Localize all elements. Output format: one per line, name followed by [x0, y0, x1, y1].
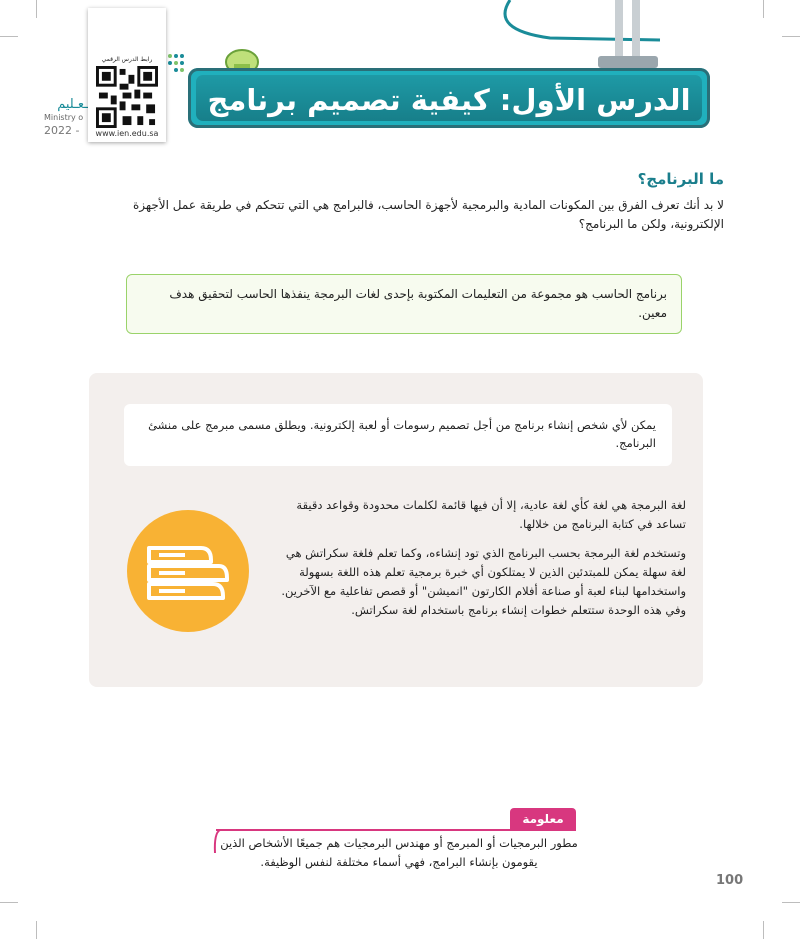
- body-paragraph-2: وتستخدم لغة البرمجة بحسب البرنامج الذي تود إنشاءه، وكما تعلم فلغة سكراتش هي لغة سهلة يمكن للمبتدئين الذين لا يمتلكون أي خبرة برمجية تعلم هذه اللغة بسهولة واستخدامها لبناء لعبة أو صناعة أفلام الكارتون "انميشن" أو قصص تفاعلية مع الآخرين. وفي هذه الوحدة ستتعلم خطوات إنشاء برنامج باستخدام لغة سكراتش.: [281, 546, 686, 617]
- callout-text: يمكن لأي شخص إنشاء برنامج من أجل تصميم رسومات أو لعبة إلكترونية. ويطلق مسمى مبرمج على منشئ البرنامج.: [148, 418, 656, 450]
- body-paragraph-1: لغة البرمجة هي لغة كأي لغة عادية، إلا أن فيها قائمة لكلمات محدودة وقواعد دقيقة تساعد في كتابة البرنامج من خلالها.: [296, 498, 686, 531]
- crop-mark: [0, 36, 18, 37]
- info-label: معلومة: [522, 812, 564, 826]
- definition-box: [126, 274, 682, 334]
- crop-mark: [36, 0, 37, 18]
- ministry-english-text: Ministry o: [44, 113, 84, 122]
- crop-mark: [763, 0, 764, 18]
- definition-text: برنامج الحاسب هو مجموعة من التعليمات المكتوبة بإحدى لغات البرمجة ينفذها الحاسب لتحقيق هدف معين.: [169, 287, 667, 320]
- info-text: مطور البرمجيات أو المبرمج أو مهندس البرمجيات هم جميعًا الأشخاص الذين يقومون بإنشاء البرامج، فهي أسماء مختلفة لنفس الوظيفة.: [220, 836, 578, 869]
- cable-illustration: [220, 0, 690, 72]
- crop-mark: [36, 921, 37, 939]
- crop-mark: [0, 902, 18, 903]
- callout-box: [124, 404, 672, 466]
- qr-card[interactable]: [88, 8, 166, 142]
- lesson-title: الدرس الأول: كيفية تصميم برنامج: [207, 83, 691, 117]
- logo-dots: [166, 52, 188, 78]
- section-heading: ما البرنامج؟: [637, 170, 724, 188]
- crop-mark: [782, 36, 800, 37]
- intro-paragraph: لا بد أنك تعرف الفرق بين المكونات المادية والبرمجية لأجهزة الحاسب، فالبرامج هي التي تتحكم في طريقة عمل الأجهزة الإلكترونية، ولكن ما البرنامج؟: [132, 198, 724, 231]
- info-divider: [216, 829, 576, 831]
- year-text: 2022 -: [44, 124, 80, 137]
- lesson-banner: [188, 68, 710, 128]
- ministry-logo-text: ـعـليم: [57, 97, 88, 112]
- info-label-tab: [510, 808, 576, 830]
- page-number: 100: [716, 873, 744, 888]
- qr-url[interactable]: www.ien.edu.sa: [95, 129, 159, 138]
- qr-code-icon[interactable]: [96, 66, 158, 128]
- qr-caption: رابط الدرس الرقمي: [101, 56, 153, 63]
- crop-mark: [782, 902, 800, 903]
- crop-mark: [763, 921, 764, 939]
- stacked-papers-icon: [127, 510, 249, 632]
